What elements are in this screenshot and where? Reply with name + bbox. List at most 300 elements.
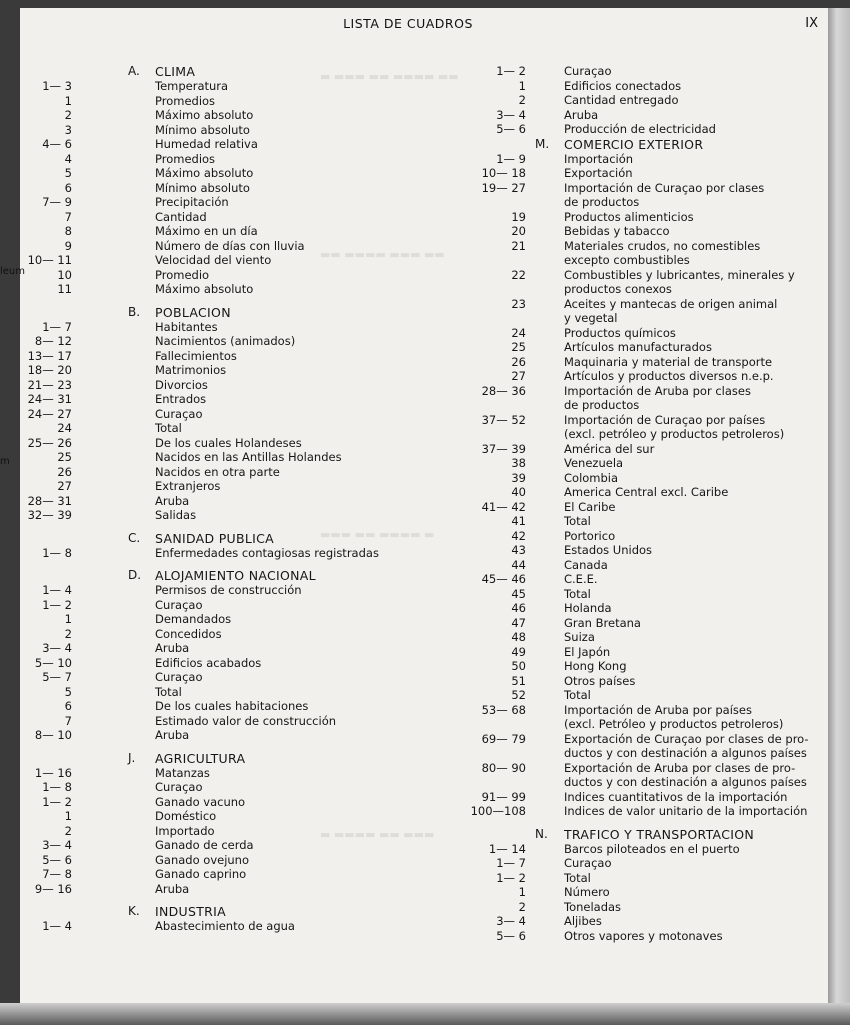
table-title: Gran Bretana xyxy=(564,615,641,630)
table-list-entry xyxy=(20,867,440,882)
table-title: Venezuela xyxy=(564,456,624,470)
section-heading xyxy=(20,305,440,320)
table-title: y vegetal xyxy=(564,311,618,325)
table-title: Humedad relativa xyxy=(155,137,258,151)
table-title: America Central excl. Caribe xyxy=(564,485,729,499)
table-title: Importación de Curaçao por países xyxy=(564,412,766,427)
table-number-range: 10— 11 xyxy=(27,253,72,267)
table-number-range: 9 xyxy=(64,238,72,253)
section-heading xyxy=(20,531,440,546)
table-number-range: 1— 9 xyxy=(496,151,526,166)
table-number-range: 37— 52 xyxy=(481,412,526,427)
table-number-range: 24 xyxy=(57,421,72,435)
table-list-entry xyxy=(440,587,828,602)
table-number-range: 100—108 xyxy=(470,804,526,818)
table-number-range: 2 xyxy=(64,108,72,122)
table-title: Bebidas y tabacco xyxy=(564,224,670,238)
table-list-entry xyxy=(20,436,440,451)
table-title: Portorico xyxy=(564,528,616,543)
table-title: Aruba xyxy=(155,493,190,508)
table-number-range: 4— 6 xyxy=(42,137,72,151)
table-title: Curaçao xyxy=(155,780,203,794)
table-number-range: 2 xyxy=(518,899,526,914)
table-number-range: 5— 7 xyxy=(42,670,72,684)
table-list-entry xyxy=(20,79,440,94)
table-title: Aruba xyxy=(564,107,599,122)
table-list-entry xyxy=(440,326,828,341)
table-number-range: 25 xyxy=(57,450,72,464)
table-list-entry xyxy=(20,421,440,436)
table-number-range: 43 xyxy=(511,543,526,557)
table-title: excepto combustibles xyxy=(564,253,690,267)
table-title: Combustibles y lubricantes, minerales y xyxy=(564,267,795,282)
table-number-range: 22 xyxy=(511,267,526,282)
table-list-entry xyxy=(20,641,440,656)
table-number-range: 7 xyxy=(64,713,72,728)
table-list-entry xyxy=(20,919,440,934)
table-list-entry xyxy=(20,152,440,167)
table-number-range: 40 xyxy=(511,485,526,499)
table-number-range: 3— 4 xyxy=(496,107,526,122)
table-title: Barcos piloteados en el puerto xyxy=(564,841,740,856)
table-title: Máximo en un día xyxy=(155,224,258,238)
table-title: Ganado ovejuno xyxy=(155,852,250,867)
table-number-range: 1— 7 xyxy=(496,856,526,870)
section-heading xyxy=(20,568,440,583)
table-title: Salidas xyxy=(155,508,197,522)
section-letter: N. xyxy=(535,826,548,841)
table-number-range: 2 xyxy=(64,626,72,641)
table-list-entry xyxy=(440,688,828,703)
table-list-entry xyxy=(20,670,440,685)
table-list-entry xyxy=(440,761,828,776)
table-list-entry xyxy=(20,239,440,254)
table-number-range: 6 xyxy=(64,180,72,195)
spine-text: leum xyxy=(0,266,26,277)
table-number-range: 20 xyxy=(511,224,526,238)
table-title: De los cuales Holandeses xyxy=(155,435,302,450)
table-title: Nacidos en otra parte xyxy=(155,464,280,479)
table-title: Ganado vacuno xyxy=(155,794,246,809)
section-heading xyxy=(440,137,828,152)
table-list-entry xyxy=(440,64,828,79)
table-title: Curaçao xyxy=(155,406,203,421)
table-title: Producción de electricidad xyxy=(564,122,716,136)
table-number-range: 1 xyxy=(64,809,72,823)
table-title: De los cuales habitaciones xyxy=(155,699,309,713)
table-title: Promedios xyxy=(155,151,216,166)
section-spacer xyxy=(440,819,828,827)
table-title: Permisos de construcción xyxy=(155,583,302,597)
table-list-entry xyxy=(20,627,440,642)
table-title: América del sur xyxy=(564,441,655,456)
table-list-entry xyxy=(20,181,440,196)
table-title: Curaçao xyxy=(564,856,612,870)
table-number-range: 1— 2 xyxy=(42,597,72,612)
table-number-range: 46 xyxy=(511,601,526,615)
table-list-entry xyxy=(20,253,440,268)
table-list-entry xyxy=(440,529,828,544)
table-title: Total xyxy=(564,586,591,601)
table-number-range: 42 xyxy=(511,528,526,543)
table-title: Holanda xyxy=(564,601,612,615)
table-title: Promedios xyxy=(155,93,216,108)
table-list-entry xyxy=(440,717,828,732)
table-title: Exportación xyxy=(564,166,633,180)
page-number: IX xyxy=(805,16,818,31)
table-list-entry xyxy=(440,616,828,631)
table-list-entry xyxy=(440,210,828,225)
table-number-range: 45— 46 xyxy=(481,572,526,586)
table-title: Total xyxy=(155,421,182,435)
table-list-entry xyxy=(440,384,828,399)
table-number-range: 1 xyxy=(64,612,72,626)
table-title: Toneladas xyxy=(564,899,622,914)
table-list-entry xyxy=(440,79,828,94)
table-number-range: 1— 8 xyxy=(42,545,72,560)
table-title: Otros vapores y motonaves xyxy=(564,928,723,943)
table-list-entry xyxy=(20,882,440,897)
page-title: LISTA DE CUADROS xyxy=(343,16,473,31)
section-letter: B. xyxy=(128,304,141,319)
table-number-range: 3 xyxy=(64,122,72,137)
table-title: Aruba xyxy=(155,881,190,896)
table-title: Aruba xyxy=(155,641,190,655)
table-list-entry xyxy=(440,282,828,297)
section-title: AGRICULTURA xyxy=(155,750,246,766)
section-letter: M. xyxy=(535,136,550,151)
table-list-entry xyxy=(440,630,828,645)
table-list-entry xyxy=(440,93,828,108)
table-number-range: 53— 68 xyxy=(481,702,526,717)
table-title: Matanzas xyxy=(155,765,210,780)
table-number-range: 13— 17 xyxy=(27,348,72,363)
table-list-entry xyxy=(20,378,440,393)
table-number-range: 8 xyxy=(64,224,72,238)
table-number-range: 5— 6 xyxy=(496,928,526,943)
table-title: Total xyxy=(564,688,591,702)
table-title: Promedio xyxy=(155,267,210,282)
table-list-entry xyxy=(440,500,828,515)
table-title: Doméstico xyxy=(155,809,217,823)
table-title: Máximo absoluto xyxy=(155,282,254,296)
table-title: Máximo absoluto xyxy=(155,108,254,122)
table-list-entry xyxy=(20,282,440,297)
table-list-entry xyxy=(440,152,828,167)
table-title: Importado xyxy=(155,823,215,838)
table-title: Total xyxy=(564,870,591,885)
table-list-entry xyxy=(440,775,828,790)
table-number-range: 1 xyxy=(64,93,72,108)
table-title: Artículos manufacturados xyxy=(564,340,712,354)
table-list-entry xyxy=(20,598,440,613)
table-title: El Japón xyxy=(564,644,611,659)
table-title: Curaçao xyxy=(564,64,612,78)
table-list-entry xyxy=(440,914,828,929)
section-letter: J. xyxy=(128,750,136,765)
table-list-entry xyxy=(20,714,440,729)
table-number-range: 80— 90 xyxy=(481,760,526,775)
table-list-entry xyxy=(440,885,828,900)
table-list-entry xyxy=(440,900,828,915)
table-title: Cantidad xyxy=(155,209,207,224)
table-list-entry xyxy=(440,732,828,747)
table-number-range: 24— 27 xyxy=(27,406,72,421)
section-letter: C. xyxy=(128,530,141,545)
table-number-range: 91— 99 xyxy=(481,789,526,804)
table-number-range: 69— 79 xyxy=(481,731,526,746)
table-number-range: 10— 18 xyxy=(481,166,526,180)
table-list-entry xyxy=(20,465,440,480)
table-list-entry xyxy=(20,795,440,810)
table-number-range: 1— 14 xyxy=(488,841,526,856)
table-title: Importación de Curaçao por clases xyxy=(564,180,765,195)
table-number-range: 7— 8 xyxy=(42,867,72,881)
table-list-entry xyxy=(20,210,440,225)
table-number-range: 19 xyxy=(511,209,526,224)
table-number-range: 21 xyxy=(511,238,526,253)
table-number-range: 1 xyxy=(518,885,526,899)
table-list-entry xyxy=(440,842,828,857)
table-number-range: 1— 2 xyxy=(496,64,526,78)
table-list-entry xyxy=(440,514,828,529)
table-title: (excl. petróleo y productos petroleros) xyxy=(564,427,785,441)
table-number-range: 5— 6 xyxy=(42,852,72,867)
table-number-range: 2 xyxy=(64,823,72,838)
table-list-entry xyxy=(20,685,440,700)
table-number-range: 28— 36 xyxy=(481,383,526,398)
table-title: Extranjeros xyxy=(155,479,221,493)
table-number-range: 19— 27 xyxy=(481,180,526,195)
table-number-range: 1— 2 xyxy=(496,870,526,885)
table-title: Total xyxy=(155,684,182,699)
section-heading xyxy=(20,904,440,919)
table-number-range: 51 xyxy=(511,673,526,688)
table-list-entry xyxy=(440,790,828,805)
section-spacer xyxy=(20,297,440,305)
table-title: de productos xyxy=(564,195,640,209)
table-list-entry xyxy=(440,355,828,370)
table-list-entry xyxy=(20,320,440,335)
table-title: Abastecimiento de agua xyxy=(155,919,295,933)
table-list-entry xyxy=(20,349,440,364)
table-title: Divorcios xyxy=(155,377,208,392)
table-number-range: 4 xyxy=(64,151,72,166)
table-title: Artículos y productos diversos n.e.p. xyxy=(564,369,774,383)
table-list-entry xyxy=(20,363,440,378)
table-number-range: 49 xyxy=(511,644,526,659)
table-number-range: 1— 8 xyxy=(42,780,72,794)
table-list-entry xyxy=(440,856,828,871)
table-list-entry xyxy=(20,108,440,123)
table-list-entry xyxy=(440,195,828,210)
table-number-range: 11 xyxy=(57,282,72,296)
table-title: Importación de Aruba por países xyxy=(564,702,752,717)
table-list-entry xyxy=(440,456,828,471)
table-list-entry xyxy=(20,656,440,671)
section-letter: A. xyxy=(128,64,140,78)
table-number-range: 52 xyxy=(511,688,526,702)
table-list-entry xyxy=(440,659,828,674)
table-title: productos conexos xyxy=(564,282,672,296)
table-title: Nacimientos (animados) xyxy=(155,334,296,348)
table-title: Hong Kong xyxy=(564,659,627,673)
table-number-range: 1— 2 xyxy=(42,794,72,809)
table-list-entry xyxy=(20,583,440,598)
table-number-range: 45 xyxy=(511,586,526,601)
table-list-entry xyxy=(440,268,828,283)
table-number-range: 8— 10 xyxy=(34,728,72,742)
table-number-range: 26 xyxy=(511,354,526,369)
section-title: COMERCIO EXTERIOR xyxy=(564,136,704,152)
table-number-range: 5— 6 xyxy=(496,122,526,136)
table-number-range: 9— 16 xyxy=(34,881,72,896)
table-number-range: 21— 23 xyxy=(27,377,72,392)
table-list-entry xyxy=(20,224,440,239)
table-number-range: 7 xyxy=(64,209,72,224)
table-title: Aruba xyxy=(155,728,190,742)
table-number-range: 5 xyxy=(64,684,72,699)
table-list-entry xyxy=(440,929,828,944)
table-title: Mínimo absoluto xyxy=(155,180,250,195)
table-list-entry xyxy=(440,471,828,486)
table-number-range: 23 xyxy=(511,296,526,311)
table-title: El Caribe xyxy=(564,499,616,514)
table-list-entry xyxy=(20,728,440,743)
table-number-range: 24— 31 xyxy=(27,392,72,406)
table-title: Exportación de Curaçao por clases de pro- xyxy=(564,731,809,746)
table-list-entry xyxy=(20,123,440,138)
table-number-range: 8— 12 xyxy=(34,334,72,348)
table-title: Máximo absoluto xyxy=(155,166,254,180)
table-number-range: 1 xyxy=(518,78,526,93)
table-list-entry xyxy=(440,122,828,137)
table-title: Importación xyxy=(564,151,634,166)
table-title: Nacidos en las Antillas Holandes xyxy=(155,450,342,464)
table-title: de productos xyxy=(564,398,640,412)
table-list-entry xyxy=(440,601,828,616)
table-title: Edificios conectados xyxy=(564,78,682,93)
table-number-range: 28— 31 xyxy=(27,493,72,508)
table-list-entry xyxy=(440,485,828,500)
page-header xyxy=(20,14,828,34)
right-column xyxy=(440,64,828,943)
table-list-entry xyxy=(20,853,440,868)
table-list-entry xyxy=(20,392,440,407)
table-list-entry xyxy=(440,427,828,442)
table-title: C.E.E. xyxy=(564,572,598,586)
table-number-range: 1— 4 xyxy=(42,583,72,597)
section-title: TRAFICO Y TRANSPORTACION xyxy=(564,826,754,842)
table-number-range: 5— 10 xyxy=(34,655,72,670)
table-list-entry xyxy=(440,645,828,660)
table-number-range: 39 xyxy=(511,470,526,485)
table-list-entry xyxy=(20,699,440,714)
table-number-range: 44 xyxy=(511,557,526,572)
table-list-entry xyxy=(20,195,440,210)
section-spacer xyxy=(20,560,440,568)
table-title: Curaçao xyxy=(155,670,203,684)
table-list-entry xyxy=(20,94,440,109)
table-number-range: 25— 26 xyxy=(27,435,72,450)
section-spacer xyxy=(20,523,440,531)
table-list-entry xyxy=(20,766,440,781)
bleed-through-texture: ▬ ▬▬▬▬ ▬▬ ▬▬▬ xyxy=(320,828,435,841)
book-edge-bottom xyxy=(0,1003,850,1025)
table-number-range: 50 xyxy=(511,659,526,673)
table-list-entry xyxy=(440,746,828,761)
table-list-entry xyxy=(440,703,828,718)
table-list-entry xyxy=(20,809,440,824)
section-letter: D. xyxy=(128,568,142,582)
table-title: Exportación de Aruba por clases de pro- xyxy=(564,760,796,775)
table-title: Indices de valor unitario de la importación xyxy=(564,804,808,818)
table-list-entry xyxy=(440,108,828,123)
table-title: Cantidad entregado xyxy=(564,93,679,107)
table-title: Edificios acabados xyxy=(155,655,262,670)
table-list-entry xyxy=(20,546,440,561)
table-list-entry xyxy=(440,398,828,413)
section-spacer xyxy=(20,743,440,751)
table-number-range: 27 xyxy=(57,479,72,493)
table-title: Número de días con lluvia xyxy=(155,238,305,253)
table-title: Canada xyxy=(564,557,608,572)
table-list-entry xyxy=(440,224,828,239)
table-title: Concedidos xyxy=(155,626,222,641)
table-list-entry xyxy=(440,804,828,819)
table-title: (excl. Petróleo y productos petroleros) xyxy=(564,717,784,731)
table-title: Mínimo absoluto xyxy=(155,122,250,137)
table-list-entry xyxy=(440,311,828,326)
table-number-range: 3— 4 xyxy=(42,838,72,852)
book-edge-right xyxy=(828,8,850,1003)
table-list-entry xyxy=(20,268,440,283)
table-title: Curaçao xyxy=(155,597,203,612)
table-title: Velocidad del viento xyxy=(155,253,272,267)
table-number-range: 27 xyxy=(511,369,526,383)
document-page xyxy=(20,8,828,1003)
table-number-range: 37— 39 xyxy=(481,441,526,456)
table-number-range: 3— 4 xyxy=(42,641,72,655)
table-list-entry xyxy=(440,181,828,196)
table-title: Matrimonios xyxy=(155,363,227,377)
table-number-range: 1— 4 xyxy=(42,919,72,933)
table-number-range: 32— 39 xyxy=(27,508,72,522)
table-title: Precipitación xyxy=(155,195,229,209)
table-title: Aceites y mantecas de origen animal xyxy=(564,296,778,311)
table-title: Habitantes xyxy=(155,319,218,334)
table-list-entry xyxy=(20,838,440,853)
table-list-entry xyxy=(20,334,440,349)
table-title: Estados Unidos xyxy=(564,543,653,557)
table-list-entry xyxy=(440,572,828,587)
spine-text: m xyxy=(0,456,10,467)
table-list-entry xyxy=(440,369,828,384)
table-number-range: 48 xyxy=(511,630,526,644)
table-title: ductos y con destinación a algunos países xyxy=(564,746,807,760)
table-title: Fallecimientos xyxy=(155,348,237,363)
table-number-range: 1— 16 xyxy=(34,765,72,780)
table-title: Colombia xyxy=(564,470,619,485)
table-number-range: 2 xyxy=(518,93,526,107)
table-number-range: 7— 9 xyxy=(42,195,72,209)
section-title: INDUSTRIA xyxy=(155,904,227,919)
table-title: Entrados xyxy=(155,392,207,406)
section-title: SANIDAD PUBLICA xyxy=(155,530,275,546)
table-title: Maquinaria y material de transporte xyxy=(564,354,773,369)
table-number-range: 24 xyxy=(511,325,526,340)
table-title: Total xyxy=(564,514,591,528)
